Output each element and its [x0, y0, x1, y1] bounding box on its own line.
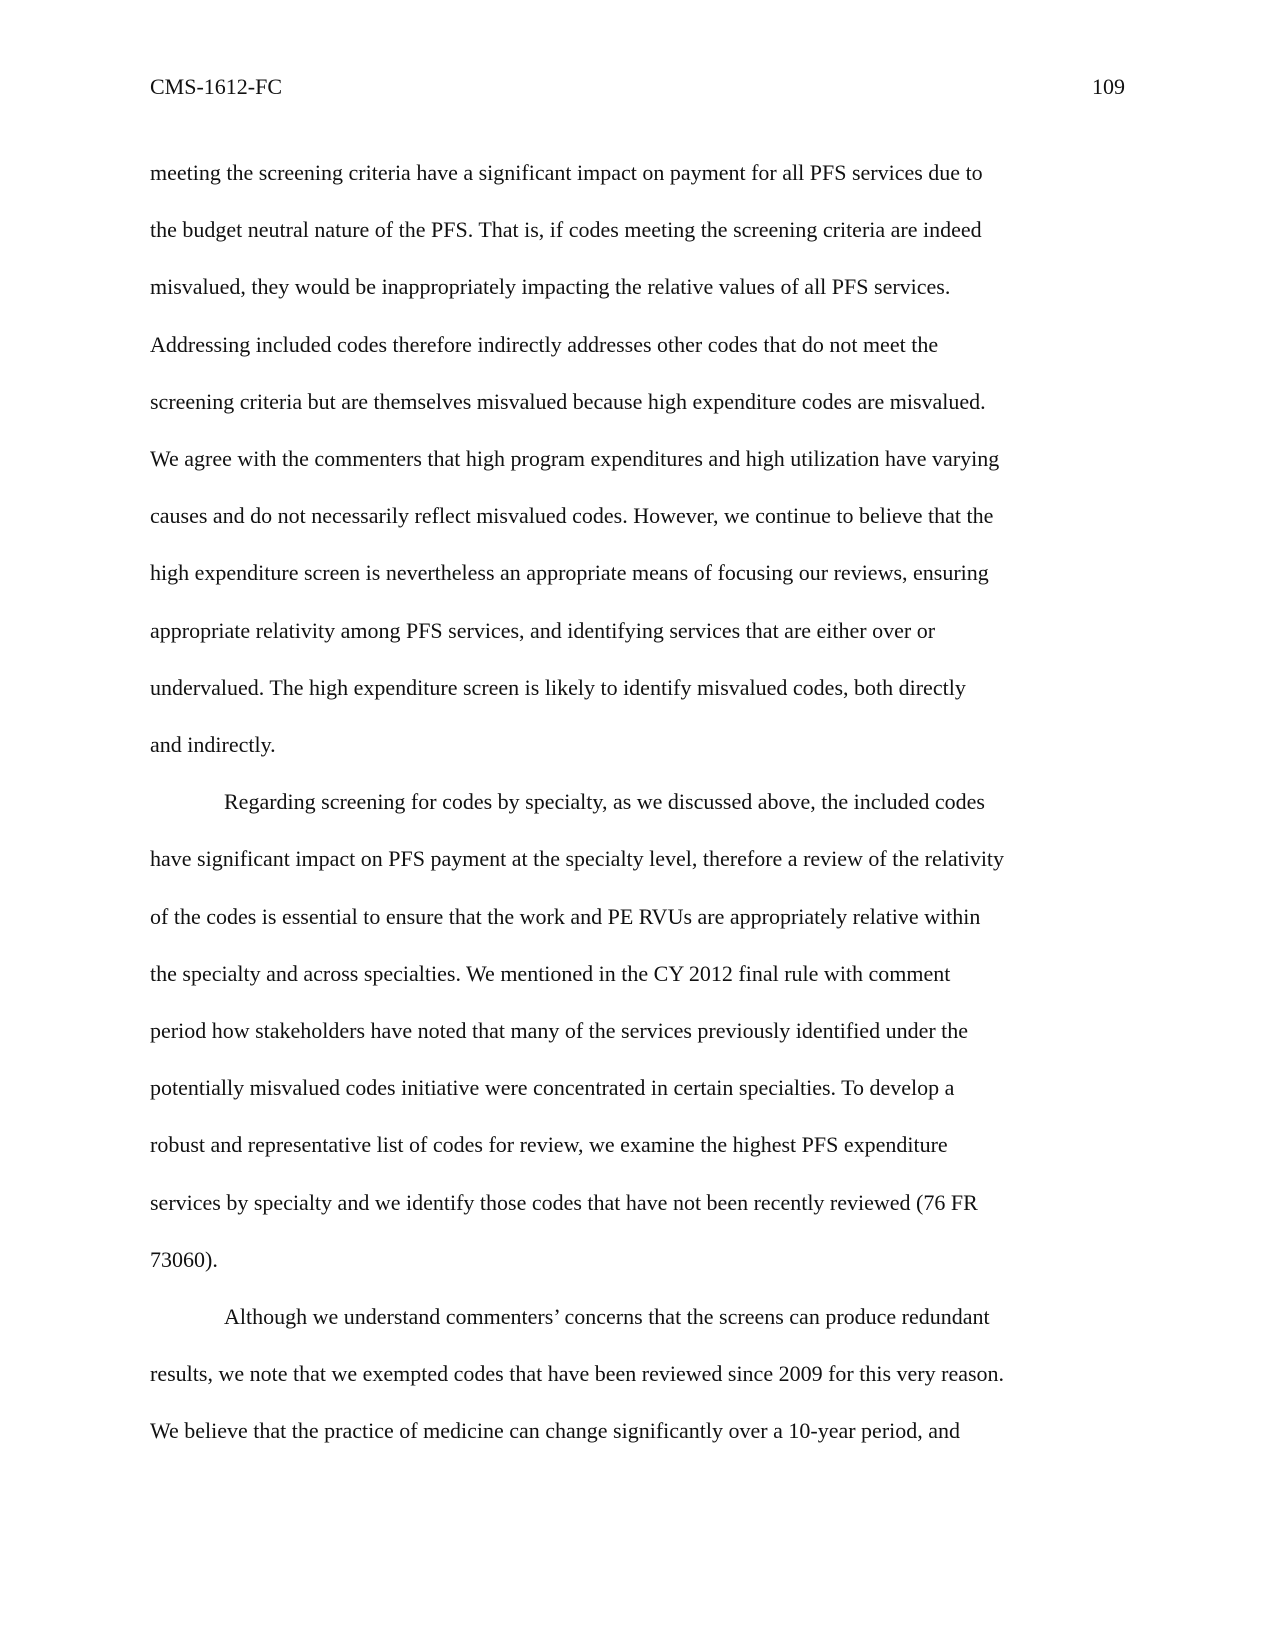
text-line: and indirectly. [150, 732, 276, 758]
text-line: potentially misvalued codes initiative were concentrated in certain specialties. To develop a [150, 1075, 955, 1101]
text-line: Although we understand commenters’ concerns that the screens can produce redundant [224, 1304, 990, 1330]
text-line: of the codes is essential to ensure that the work and PE RVUs are appropriately relative within [150, 903, 981, 929]
paragraph-2 [150, 773, 1130, 1288]
text-line: misvalued, they would be inappropriately impacting the relative values of all PFS services. [150, 274, 951, 300]
text-line: results, we note that we exempted codes that have been reviewed since 2009 for this very reason. [150, 1361, 1005, 1387]
text-line: Addressing included codes therefore indirectly addresses other codes that do not meet the [150, 331, 939, 357]
page-header [150, 74, 1125, 106]
text-line: causes and do not necessarily reflect misvalued codes. However, we continue to believe that the [150, 503, 994, 529]
text-line: We believe that the practice of medicine can change significantly over a 10-year period, and [150, 1418, 961, 1444]
body-text [150, 144, 1130, 1460]
paragraph-3 [150, 1288, 1130, 1460]
text-line: the budget neutral nature of the PFS. That is, if codes meeting the screening criteria are indeed [150, 217, 982, 243]
text-line: period how stakeholders have noted that many of the services previously identified under the [150, 1018, 969, 1044]
text-line: high expenditure screen is nevertheless an appropriate means of focusing our reviews, ensuring [150, 560, 989, 586]
text-line: services by specialty and we identify those codes that have not been recently reviewed (76 FR [150, 1189, 978, 1215]
document-id: CMS-1612-FC [150, 74, 283, 99]
page-number: 109 [1092, 74, 1125, 99]
text-line: have significant impact on PFS payment at the specialty level, therefore a review of the relativity [150, 846, 1005, 872]
text-line: appropriate relativity among PFS services, and identifying services that are either over or [150, 617, 936, 643]
text-line: We agree with the commenters that high program expenditures and high utilization have varying [150, 446, 1000, 472]
paragraph-1 [150, 144, 1130, 773]
text-line: the specialty and across specialties. We mentioned in the CY 2012 final rule with comment [150, 960, 951, 986]
text-line: Regarding screening for codes by specialty, as we discussed above, the included codes [224, 789, 985, 815]
text-line: 73060). [150, 1246, 218, 1272]
text-line: robust and representative list of codes for review, we examine the highest PFS expenditure [150, 1132, 948, 1158]
text-line: screening criteria but are themselves misvalued because high expenditure codes are misvalued. [150, 388, 986, 414]
text-line: undervalued. The high expenditure screen is likely to identify misvalued codes, both directly [150, 674, 966, 700]
text-line: meeting the screening criteria have a significant impact on payment for all PFS services due to [150, 160, 983, 185]
